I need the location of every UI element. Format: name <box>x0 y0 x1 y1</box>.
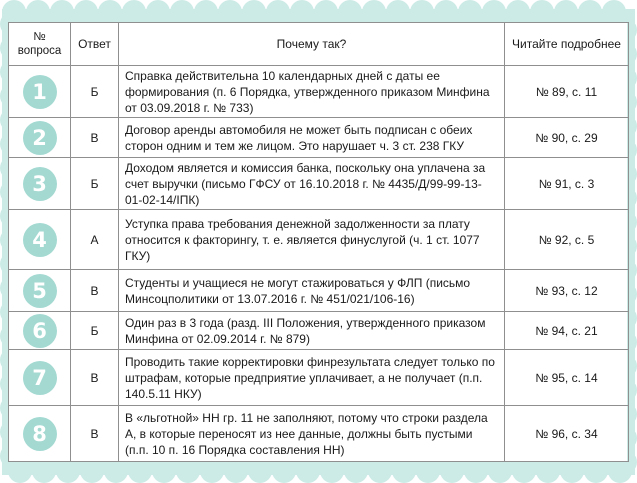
read-more-cell: № 91, с. 3 <box>505 158 629 210</box>
question-number-cell <box>9 66 71 118</box>
question-number-cell <box>9 118 71 158</box>
header-answer: Ответ <box>71 23 119 66</box>
question-number-cell <box>9 270 71 312</box>
question-number-badge: 2 <box>23 121 57 155</box>
explanation-cell: Доходом является и комиссия банка, поскольку она уплачена за счет выручки (письмо ГФСУ от 16.10.2018 г. № 4435/Д/99-99-13-01-02-14/ІПК) <box>119 158 505 210</box>
explanation-cell: В «льготной» НН гр. 11 не заполняют, потому что строки раздела А, в которые переносят из нее данные, должны быть пустыми (п.п. 10 п. 16 Порядка составления НН) <box>119 406 505 462</box>
header-question-number: № вопроса <box>9 23 71 66</box>
answer-cell: В <box>71 406 119 462</box>
read-more-cell: № 92, с. 5 <box>505 210 629 270</box>
explanation-cell: Справка действительна 10 календарных дней с даты ее формирования (п. 6 Порядка, утвержденного приказом Минфина от 03.09.2018 г. № 733) <box>119 66 505 118</box>
explanation-cell: Студенты и учащиеся не могут стажироваться у ФЛП (письмо Минсоцполитики от 13.07.2016 г. № 451/021/106-16) <box>119 270 505 312</box>
table-row <box>9 210 629 270</box>
question-number-cell <box>9 312 71 350</box>
question-number-badge: 7 <box>23 361 57 395</box>
header-read-more: Читайте подробнее <box>505 23 629 66</box>
answer-cell: А <box>71 210 119 270</box>
table-row <box>9 118 629 158</box>
read-more-cell: № 96, с. 34 <box>505 406 629 462</box>
question-number-badge: 8 <box>23 417 57 451</box>
table-row <box>9 66 629 118</box>
header-why: Почему так? <box>119 23 505 66</box>
table-row <box>9 270 629 312</box>
question-number-cell <box>9 350 71 406</box>
table-row <box>9 350 629 406</box>
read-more-cell: № 93, с. 12 <box>505 270 629 312</box>
answer-cell: В <box>71 270 119 312</box>
read-more-cell: № 90, с. 29 <box>505 118 629 158</box>
question-number-badge: 1 <box>23 75 57 109</box>
question-number-badge: 5 <box>23 274 57 308</box>
read-more-cell: № 94, с. 21 <box>505 312 629 350</box>
answers-table <box>8 22 629 462</box>
table-row <box>9 158 629 210</box>
explanation-cell: Проводить такие корректировки финрезультата следует только по штрафам, которые предприятие уплачивает, а не получает (п.п. 140.5.11 НКУ) <box>119 350 505 406</box>
answer-cell: В <box>71 118 119 158</box>
question-number-badge: 3 <box>23 167 57 201</box>
read-more-cell: № 95, с. 14 <box>505 350 629 406</box>
explanation-cell: Договор аренды автомобиля не может быть подписан с обеих сторон одним и тем же лицом. Это нарушает ч. 3 ст. 238 ГКУ <box>119 118 505 158</box>
header-row <box>9 23 629 66</box>
table-row <box>9 312 629 350</box>
question-number-badge: 4 <box>23 223 57 257</box>
explanation-cell: Один раз в 3 года (разд. III Положения, утвержденного приказом Минфина от 02.09.2014 г. № 879) <box>119 312 505 350</box>
question-number-cell <box>9 210 71 270</box>
read-more-cell: № 89, с. 11 <box>505 66 629 118</box>
answer-cell: В <box>71 350 119 406</box>
answer-cell: Б <box>71 158 119 210</box>
question-number-cell <box>9 406 71 462</box>
table-row <box>9 406 629 462</box>
answer-cell: Б <box>71 66 119 118</box>
answer-cell: Б <box>71 312 119 350</box>
question-number-badge: 6 <box>23 314 57 348</box>
question-number-cell <box>9 158 71 210</box>
explanation-cell: Уступка права требования денежной задолженности за плату относится к факторингу, т. е. является финуслугой (ч. 1 ст. 1077 ГКУ) <box>119 210 505 270</box>
